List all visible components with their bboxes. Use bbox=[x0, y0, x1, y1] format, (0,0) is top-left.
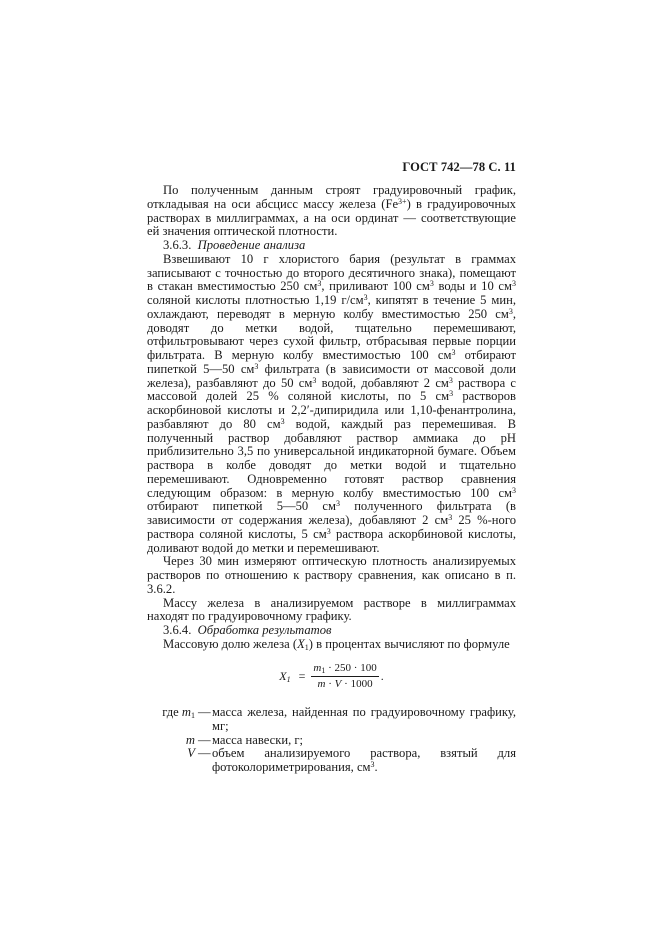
definition-text: масса железа, найденная по градуировочному графику, мг; bbox=[212, 705, 516, 733]
formula-lhs bbox=[279, 670, 290, 684]
definition-term bbox=[147, 734, 198, 748]
variable: m bbox=[181, 705, 191, 719]
subscript: 1 bbox=[321, 665, 326, 675]
text-run: воды и 10 см bbox=[433, 279, 512, 294]
superscript: 3 bbox=[335, 499, 340, 509]
text-run: По полученным данным строят градуировочный график, откладывая на оси абсцисс массу железа (Fe bbox=[147, 183, 516, 211]
section-title: Проведение анализа bbox=[197, 238, 306, 252]
text-run: · 1000 bbox=[341, 678, 373, 691]
variable: m bbox=[185, 732, 195, 747]
text-run: водой, каждый раз перемешивая. В полученный раствор добавляют раствор аммиака до pH приблизительно 3,5 по универсальной индикаторной бумаге. Объем раствора в колбе доводят до метки водой и тщательно перемешивают. Одновременно готовят раствор сравнения следующим образом: в мерную колбу вместимостью 100 см bbox=[147, 416, 516, 500]
section-heading-3-6-4 bbox=[147, 624, 516, 638]
variable: m bbox=[317, 678, 326, 691]
superscript: 3 bbox=[448, 375, 453, 385]
text-run: раствора с массовой долей 25 % соляной кислоты, по 5 см bbox=[147, 375, 516, 404]
variable-definitions bbox=[147, 706, 516, 775]
equals-sign: = bbox=[298, 668, 306, 683]
definition-dash: — bbox=[198, 705, 211, 719]
paragraph-formula-intro bbox=[147, 638, 516, 652]
text-run: , доводят до метки водой, тщательно перемешивают, отфильтровывают через сухой фильтр, отбрасывая первые порции фильтрата. В мерную колбу вместимостью 100 см bbox=[147, 306, 516, 362]
superscript: 3 bbox=[363, 293, 368, 302]
superscript: 3 bbox=[448, 513, 453, 522]
text-run: растворов аскорбиновой кислоты и 2,2′-дипиридила или 1,10-фенантролина, разбавляют до 80 см bbox=[147, 389, 517, 431]
superscript: 3 bbox=[512, 485, 516, 495]
subscript: 1 bbox=[191, 711, 195, 720]
text-run: водой, добавляют 2 см bbox=[316, 375, 449, 390]
fraction bbox=[311, 662, 378, 693]
paragraph-calibration-graph bbox=[147, 184, 516, 239]
numerator bbox=[311, 662, 378, 678]
definition-term bbox=[147, 706, 198, 734]
variable: V bbox=[334, 678, 342, 691]
text-run: , кипятят в течение 5 мин, охлаждают, переводят в мерную колбу вместимостью 250 см bbox=[147, 293, 516, 321]
section-number: 3.6.3. bbox=[163, 238, 192, 252]
text-run: ) в градуировочных растворах в миллиграммах, а на оси ординат — соответствующие ей значения оптической плотности. bbox=[147, 196, 516, 239]
section-heading-3-6-3 bbox=[147, 239, 516, 253]
definition-text: масса навески, г; bbox=[212, 732, 304, 747]
subscript: 1 bbox=[286, 674, 291, 684]
superscript: 3 bbox=[449, 389, 454, 399]
definition-dash: — bbox=[198, 732, 211, 747]
text-run: где bbox=[162, 705, 182, 719]
superscript: 3 bbox=[254, 361, 259, 371]
paragraph-procedure bbox=[147, 253, 516, 556]
text-run: отбирают пипеткой 5—50 см bbox=[147, 348, 516, 376]
superscript: 3 bbox=[508, 306, 513, 316]
definition-term bbox=[147, 747, 198, 775]
variable: m bbox=[313, 661, 322, 674]
formula bbox=[147, 662, 516, 693]
section-title: Обработка результатов bbox=[197, 623, 332, 637]
text-run: фильтрата (в зависимости от массовой доли железа), разбавляют до 50 см bbox=[147, 361, 517, 390]
running-header: ГОСТ 742—78 С. 11 bbox=[402, 160, 516, 174]
text-run: Массовую долю железа ( bbox=[163, 636, 298, 651]
text-run: · bbox=[325, 678, 335, 691]
superscript: 3+ bbox=[398, 196, 407, 206]
text-run: ) в процентах вычисляют по формуле bbox=[308, 636, 510, 651]
text-run: Взвешивают 10 г хлористого бария (результат в граммах записывают с точностью до второго десятичного знака), помещают в стакан вместимостью 250 см bbox=[147, 251, 516, 294]
paragraph-measurement: Через 30 мин измеряют оптическую плотность анализируемых растворов по отношению к раствору сравнения, как описано в п. 3.6.2. bbox=[147, 554, 516, 596]
text-run: полученного фильтрата (в зависимости от содержания железа), добавляют 2 см bbox=[147, 499, 516, 527]
definition-text bbox=[212, 747, 516, 775]
superscript: 3 bbox=[451, 348, 456, 357]
variable: V bbox=[187, 746, 195, 761]
section-number: 3.6.4. bbox=[163, 623, 192, 637]
superscript: 3 bbox=[429, 279, 434, 289]
formula-period: . bbox=[380, 668, 384, 683]
text-run: раствора аскорбиновой кислоты, доливают водой до метки и перемешивают. bbox=[147, 526, 516, 555]
text-run: · 250 · 100 bbox=[325, 661, 377, 674]
superscript: 3 bbox=[326, 526, 331, 536]
denominator bbox=[316, 677, 375, 692]
superscript: 3 bbox=[312, 375, 317, 385]
subscript: 1 bbox=[304, 642, 309, 652]
superscript: 3 bbox=[317, 279, 322, 289]
definition-v bbox=[147, 747, 516, 775]
superscript: 3 bbox=[280, 416, 285, 426]
definition-dash: — bbox=[198, 746, 211, 761]
superscript: 3 bbox=[511, 279, 516, 289]
paragraph-mass-determination: Массу железа в анализируемом растворе в миллиграммах находят по градуировочному графику. bbox=[147, 595, 516, 624]
text-run: объем анализируемого раствора, взятый для фотоколориметрирования, см bbox=[212, 746, 516, 774]
document-body bbox=[147, 184, 516, 775]
text-run: . bbox=[374, 760, 378, 774]
text-run: соляной кислоты плотностью 1,19 г/см bbox=[147, 293, 364, 307]
superscript: 3 bbox=[370, 760, 375, 769]
text-run: отбирают пипеткой 5—50 см bbox=[147, 499, 336, 514]
variable: X bbox=[297, 636, 305, 651]
variable: X bbox=[279, 668, 287, 683]
text-run: , приливают 100 см bbox=[321, 279, 430, 294]
definition-m bbox=[147, 734, 516, 748]
definition-m1 bbox=[147, 706, 516, 734]
text-run: 25 %-ного раствора соляной кислоты, 5 см bbox=[147, 513, 516, 541]
